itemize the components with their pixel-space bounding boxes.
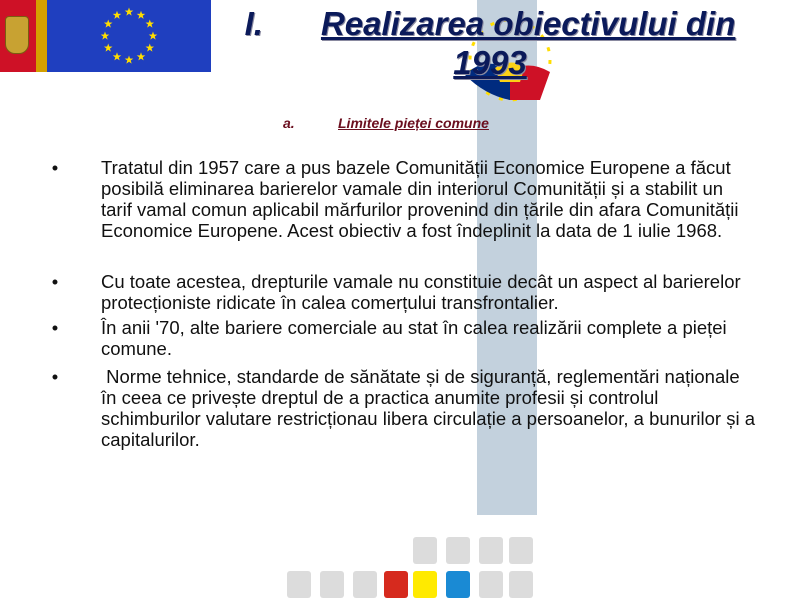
subtitle-letter: a. <box>283 115 295 131</box>
bullet-item <box>45 157 755 241</box>
eu-star-icon <box>113 11 122 19</box>
bullet-item <box>45 317 755 359</box>
slide-title <box>225 4 755 82</box>
decor-square <box>509 537 533 564</box>
title-number: I. <box>244 5 263 42</box>
eu-star-icon <box>149 32 158 40</box>
decor-square <box>479 571 503 598</box>
bullet-list <box>45 157 761 450</box>
eu-star-icon <box>125 56 134 64</box>
bullet-icon: • <box>51 366 59 387</box>
eu-star-icon <box>113 52 122 60</box>
decor-square-yellow <box>413 571 437 598</box>
eu-star-icon <box>137 52 146 60</box>
bullet-icon: • <box>51 317 59 338</box>
decor-square-blue <box>446 571 470 598</box>
coat-of-arms-icon <box>5 16 29 54</box>
eu-star-icon <box>125 8 134 16</box>
decor-square <box>479 537 503 564</box>
decor-square <box>446 537 470 564</box>
slide-subtitle <box>283 115 489 131</box>
bullet-text: Cu toate acestea, drepturile vamale nu constituie decât un aspect al barierelor protecționiste ridicate în calea comerțului transfrontalier. <box>101 271 741 313</box>
title-text: Realizarea obiectivului din 1993 <box>320 5 736 81</box>
decor-square <box>353 571 377 598</box>
eu-flag-icon <box>47 0 211 72</box>
subtitle-text: Limitele pieței comune <box>338 115 489 131</box>
eu-star-icon <box>101 32 110 40</box>
decor-square <box>509 571 533 598</box>
moldova-flag-icon <box>0 0 47 72</box>
decor-square-red <box>384 571 408 598</box>
eu-star-icon <box>146 44 155 52</box>
eu-star-icon <box>146 20 155 28</box>
eu-star-icon <box>104 20 113 28</box>
decor-square <box>320 571 344 598</box>
bullet-text: Norme tehnice, standarde de sănătate și de siguranță, reglementări naționale în ceea ce privește dreptul de a practica anumite profesii și controlul schimburilor valutare restricționau libera circulație a persoanelor, a bunurilor și a capitalurilor. <box>101 366 761 450</box>
eu-star-icon <box>137 11 146 19</box>
bullet-icon: • <box>51 271 59 292</box>
decor-square <box>287 571 311 598</box>
bullet-icon: • <box>51 157 59 178</box>
bullet-item <box>45 366 761 450</box>
bullet-text: În anii '70, alte bariere comerciale au stat în calea realizării complete a pieței comune. <box>101 317 727 359</box>
bullet-text: Tratatul din 1957 care a pus bazele Comunității Economice Europene a făcut posibilă eliminarea barierelor vamale din interiorul Comunității și a stabilit un tarif vamal comun aplicabil mărfurilor provenind din țările din afara Comunității Economice Europene. Acest obiectiv a fost îndeplinit la data de 1 iulie 1968. <box>101 157 739 241</box>
bullet-item <box>45 271 755 313</box>
eu-star-icon <box>104 44 113 52</box>
decor-square <box>413 537 437 564</box>
